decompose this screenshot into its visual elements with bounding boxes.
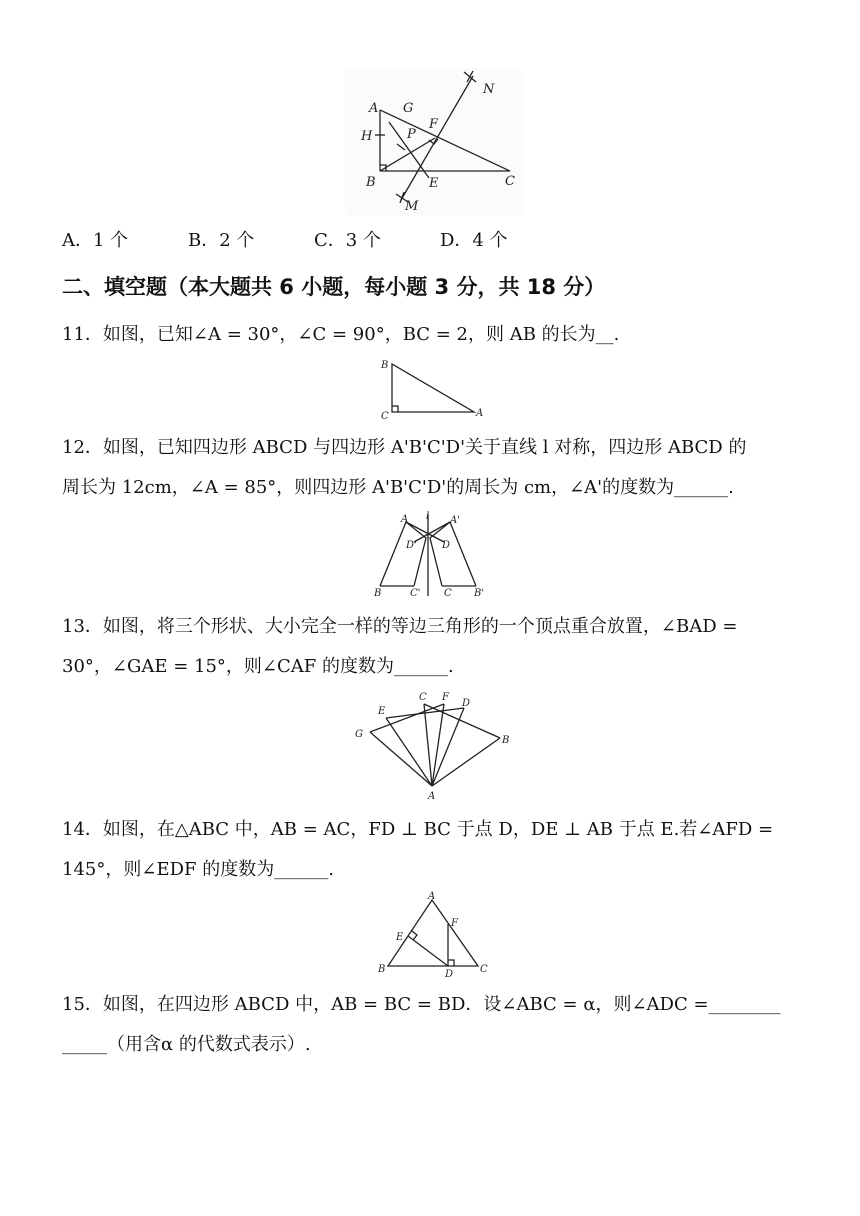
label-b: B [502, 735, 510, 746]
right-angle-d [448, 960, 454, 966]
label-h: H [361, 129, 373, 144]
label-f: F [429, 117, 439, 132]
segment-cb [424, 704, 500, 738]
question-15-line1: 15．如图，在四边形 ABCD 中，AB = BC = BD．设∠ABC = α，则∠ADC =________ [62, 994, 781, 1015]
answer-choices [62, 228, 508, 254]
label-b: B [374, 588, 382, 599]
label-a-prime: A' [450, 515, 460, 526]
right-angle-c [392, 406, 398, 412]
label-e: E [429, 176, 439, 191]
question-14-line2: 145°，则∠EDF 的度数为______. [62, 859, 334, 880]
label-n: N [483, 82, 495, 97]
label-e: E [396, 932, 404, 943]
question-13-line1: 13．如图，将三个形状、大小完全一样的等边三角形的一个顶点重合放置，∠BAD = [62, 616, 738, 637]
figure-q10 [345, 68, 525, 218]
choice-b[interactable]: B．2 个 [188, 230, 255, 251]
choice-c[interactable]: C．3 个 [314, 230, 381, 251]
label-c-prime: C' [410, 588, 421, 599]
question-14-line1: 14．如图，在△ABC 中，AB = AC，FD ⊥ BC 于点 D，DE ⊥ AB 于点 E.若∠AFD = [62, 819, 774, 840]
choice-a[interactable]: A．1 个 [62, 230, 129, 251]
label-f: F [451, 918, 458, 929]
section-heading: 二、填空题（本大题共 6 小题，每小题 3 分，共 18 分） [62, 275, 606, 299]
right-angle-e [412, 931, 417, 940]
segment-af [432, 704, 444, 786]
label-a: A [476, 408, 484, 419]
label-c: C [444, 588, 452, 599]
label-c: C [505, 174, 515, 189]
figure-q11 [380, 356, 490, 422]
triangle-abc [392, 364, 474, 412]
segment-ed [408, 936, 448, 966]
choice-d[interactable]: D．4 个 [440, 230, 508, 251]
figure-q12 [366, 510, 496, 598]
label-b-prime: B' [474, 588, 485, 599]
label-d: D [445, 969, 454, 980]
question-11: 11．如图，已知∠A = 30°，∠C = 90°，BC = 2，则 AB 的长为__. [62, 324, 620, 345]
question-12-line2: 周长为 12cm，∠A = 85°，则四边形 A'B'C'D'的周长为 cm，∠A'的度数为______. [62, 477, 734, 498]
label-a: A [401, 514, 409, 525]
label-b: B [366, 175, 376, 190]
quad-a-prime [430, 522, 476, 586]
segment-ac [424, 704, 432, 786]
figure-q14 [374, 890, 490, 978]
label-g: G [355, 729, 363, 740]
label-a: A [428, 791, 436, 802]
question-13-line2: 30°，∠GAE = 15°，则∠CAF 的度数为______. [62, 656, 454, 677]
label-b: B [378, 964, 386, 975]
quad-abcd [380, 522, 426, 586]
label-m: M [405, 199, 419, 214]
label-b: B [381, 360, 389, 371]
label-c: C [381, 411, 389, 422]
figure-q13 [352, 688, 520, 802]
label-c: C [419, 692, 427, 703]
label-f: F [442, 692, 449, 703]
label-d: D [462, 698, 471, 709]
label-d-prime: D' [406, 540, 417, 551]
question-15-line2: _____（用含α 的代数式表示）. [62, 1034, 311, 1055]
label-d: D [442, 540, 451, 551]
question-12-line1: 12．如图，已知四边形 ABCD 与四边形 A'B'C'D'关于直线 l 对称，四边形 ABCD 的 [62, 437, 747, 458]
label-a: A [428, 891, 436, 902]
label-e: E [378, 706, 386, 717]
label-c: C [480, 964, 488, 975]
label-l: l [426, 511, 430, 522]
label-p: P [407, 127, 416, 142]
label-g: G [403, 101, 414, 116]
label-a: A [369, 101, 379, 116]
